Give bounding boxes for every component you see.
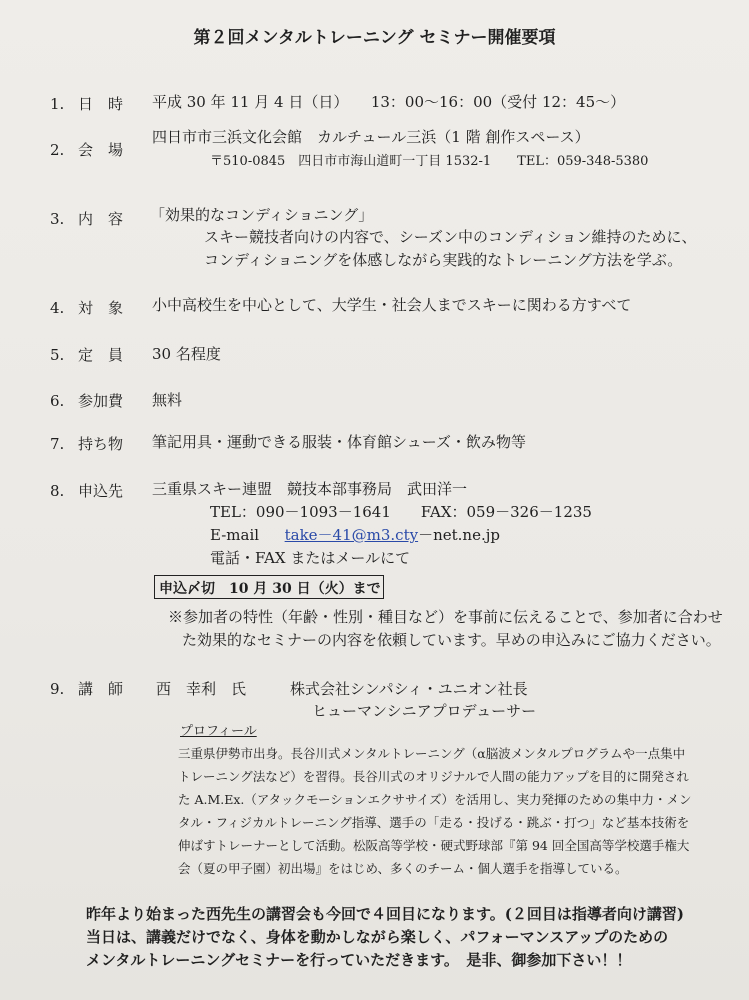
closing-line: メンタルトレーニングセミナーを行っていただきます。 是非、御参加下さい！！: [86, 951, 632, 969]
application-note: ※参加者の特性（年齢・性別・種目など）を事前に伝えることで、参加者に合わせ: [168, 608, 723, 626]
content-title: 「効果的なコンディショニング」: [150, 206, 374, 224]
item-label-datetime: 日 時: [78, 95, 124, 113]
item-number: 4.: [50, 299, 65, 317]
profile-heading: プロフィール: [180, 724, 257, 739]
item-number: 1.: [50, 95, 65, 113]
item-label-belongings: 持ち物: [78, 435, 124, 453]
lecturer-name: 西 幸利 氏: [156, 680, 247, 698]
venue-name: 四日市市三浜文化会館 カルチュール三浜（1 階 創作スペース）: [152, 128, 590, 146]
item-label-application: 申込先: [78, 482, 124, 500]
item-number: 7.: [50, 435, 65, 453]
item-label-capacity: 定 員: [78, 346, 124, 364]
item-number: 3.: [50, 210, 65, 228]
lecturer-role: ヒューマンシニアプロデューサー: [312, 702, 537, 720]
item-label-venue: 会 場: [78, 141, 124, 159]
item-label-target: 対 象: [78, 299, 124, 317]
closing-line: 当日は、講義だけでなく、身体を動かしながら楽しく、パフォーマンスアップのための: [86, 928, 669, 946]
item-label-lecturer: 講 師: [78, 680, 124, 698]
email-label: E-mail: [210, 526, 260, 544]
item-number: 9.: [50, 680, 65, 698]
application-note: た効果的なセミナーの内容を依頼しています。早めの申込みにご協力ください。: [182, 631, 721, 649]
application-method: 電話・FAX またはメールにて: [210, 549, 411, 567]
application-tel-fax: TEL：090－1093－1641 FAX：059－326－1235: [210, 503, 592, 521]
item-number: 5.: [50, 346, 65, 364]
lecturer-company: 株式会社シンパシィ・ユニオン社長: [290, 680, 528, 698]
belongings-value: 筆記用具・運動できる服装・体育館シューズ・飲み物等: [152, 433, 526, 451]
item-number: 6.: [50, 392, 65, 410]
item-number: 2.: [50, 141, 65, 159]
venue-address: 〒510-0845 四日市市海山道町一丁目 1532-1 TEL：059-348-5380: [210, 154, 649, 169]
capacity-value: 30 名程度: [152, 345, 221, 363]
fee-value: 無料: [152, 391, 183, 409]
deadline-box: [154, 575, 384, 599]
email-domain: －net.ne.jp: [418, 526, 500, 544]
profile-line: タル・フィジカルトレーニング指導、選手の「走る・投げる・跳ぶ・打つ」など基本技術を: [178, 815, 690, 830]
document-title: 第２回メンタルトレーニング セミナー開催要項: [193, 28, 556, 48]
application-contact: 三重県スキー連盟 競技本部事務局 武田洋一: [152, 480, 468, 498]
item-number: 8.: [50, 482, 65, 500]
item-label-content: 内 容: [78, 210, 124, 228]
closing-line: 昨年より始まった西先生の講習会も今回で４回目になります。(２回目は指導者向け講習): [86, 905, 684, 923]
application-email-row: [210, 526, 500, 544]
content-line: スキー競技者向けの内容で、シーズン中のコンディション維持のために、: [204, 228, 697, 246]
email-link[interactable]: take－41@m3.cty: [284, 526, 419, 544]
content-line: コンディショニングを体感しながら実践的なトレーニング方法を学ぶ。: [204, 251, 683, 269]
target-value: 小中高校生を中心として、大学生・社会人までスキーに関わる方すべて: [152, 296, 632, 314]
profile-line: た A.M.Ex.（アタックモーションエクササイズ）を活用し、実力発揮のための集中力・メン: [178, 792, 692, 807]
datetime-value: 平成 30 年 11 月 4 日（日） 13：00〜16：00（受付 12：45〜）: [152, 93, 626, 111]
profile-line: 三重県伊勢市出身。長谷川式メンタルトレーニング（α脳波メンタルプログラムや一点集中: [178, 746, 686, 761]
profile-line: 会（夏の甲子園）初出場』をはじめ、多くのチーム・個人選手を指導している。: [178, 861, 628, 876]
profile-line: トレーニング法など）を習得。長谷川式のオリジナルで人間の能力アップを目的に開発され: [178, 769, 689, 784]
profile-line: 伸ばすトレーナーとして活動。松阪高等学校・硬式野球部『第 94 回全国高等学校選手権大: [178, 838, 690, 853]
deadline-text: 申込〆切 10 月 30 日（火）まで: [159, 581, 381, 597]
item-label-fee: 参加費: [78, 392, 124, 410]
